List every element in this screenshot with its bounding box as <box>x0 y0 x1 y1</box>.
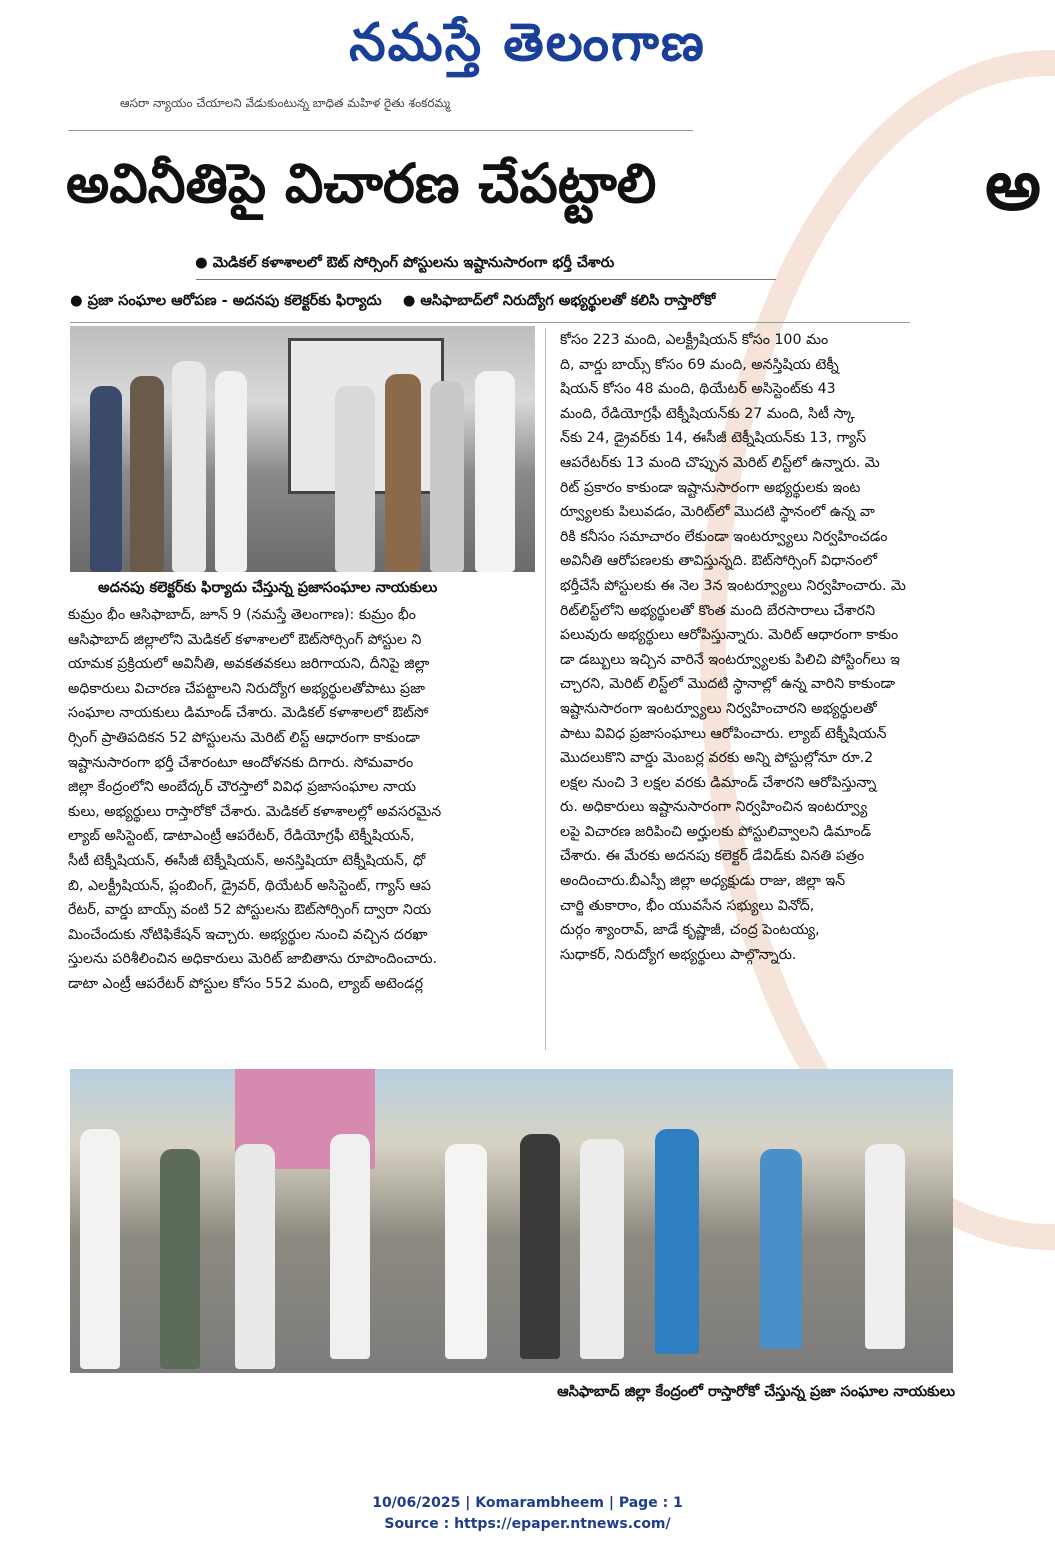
article-line: రేటర్, వార్డు బాయ్స్ వంటి 52 పోస్టులను ఔట్‌సోర్సింగ్ ద్వారా నియ <box>68 902 432 919</box>
subhead-2b: ● ఆసిఫాబాద్‌లో నిరుద్యోగ అభ్యర్థులతో కలిసి రాస్తారోకో <box>402 293 716 309</box>
photo-person <box>130 376 164 572</box>
article-line: కుమ్రం భీం ఆసిఫాబాద్, జూన్ 9 (నమస్తే తెలంగాణ): కుమ్రం భీం <box>68 607 416 623</box>
subhead-2-divider <box>70 322 910 323</box>
article-line: జిల్లా కేంద్రంలోని అంబేద్కర్ చౌరస్తాలో వివిధ ప్రజాసంఘాల నాయ <box>68 779 416 796</box>
article-line: ల్యాబ్ అసిస్టెంట్, డాటాఎంట్రీ ఆపరేటర్, రేడియోగ్రఫీ టెక్నీషియన్, <box>68 828 415 845</box>
next-headline-fragment: అ <box>985 144 1041 226</box>
article-line: చార్జి తుకారాం, భీం యువసేన సభ్యులు వినోద్, <box>560 897 815 914</box>
article-line: రిట్ ప్రకారం కాకుండా ఇష్టానుసారంగా అభ్యర్థులకు ఇంట <box>560 479 861 496</box>
footer-edition-line: 10/06/2025 | Komarambheem | Page : 1 <box>372 1495 683 1511</box>
column-divider <box>545 328 546 1050</box>
photo-person <box>172 361 206 572</box>
article-line: పాటు వివిధ ప్రజాసంఘాలు ఆరోపించారు. ల్యాబ్ టెక్నీషియన్ <box>560 725 887 742</box>
article-line: అధికారులు విచారణ చేపట్టాలని నిరుద్యోగ అభ్యర్థులతోపాటు ప్రజా <box>68 680 425 697</box>
article-line: మంది, రేడియోగ్రఫీ టెక్నీషియన్‌కు 27 మంది, సిటీ స్కా <box>560 405 855 422</box>
article-line: లపై విచారణ జరిపించి అర్హులకు పోస్టులివ్వాలని డిమాండ్ <box>560 823 872 840</box>
footer-source-line: Source : https://epaper.ntnews.com/ <box>384 1516 671 1532</box>
article-line: పలువురు అభ్యర్థులు ఆరోపిస్తున్నారు. మెరిట్ ఆధారంగా కాకుం <box>560 627 899 644</box>
article-line: చేశారు. ఈ మేరకు అదనపు కలెక్టర్ డేవిడ్‌కు వినతి పత్రం <box>560 848 865 865</box>
article-column-right <box>560 328 950 967</box>
article-line: దుర్గం శ్యాంరావ్, జాడే కృష్ణాజీ, చంద్ర పెంటయ్య, <box>560 922 820 939</box>
article-line: ఆసిఫాబాద్ జిల్లాలోని మెడికల్ కళాశాలలో ఔట్‌సోర్సింగ్ పోస్టుల ని <box>68 631 422 648</box>
article-line: రికి కనీసం సమాచారం లేకుండా ఇంటర్వ్యూలు నిర్వహించడం <box>560 528 888 545</box>
article-line: కులు, అభ్యర్థులు రాస్తారోకో చేశారు. మెడికల్ కళాశాలల్లో అవసరమైన <box>68 803 442 820</box>
photo-person <box>385 374 421 572</box>
photo-person <box>580 1139 624 1359</box>
article-line: షియన్ కోసం 48 మంది, థియేటర్ అసిస్టెంట్‌కు 43 <box>560 381 836 398</box>
article-line: సుధాకర్, నిరుద్యోగ అభ్యర్థులు పాల్గొన్నారు. <box>560 946 797 963</box>
article-line: అవినీతి ఆరోపణలకు తావిస్తున్నది. ఔట్‌సోర్సింగ్ విధానంలో <box>560 553 878 570</box>
top-divider <box>68 130 693 131</box>
photo-person <box>330 1134 370 1359</box>
article-line: మొదలుకొని వార్డు మెంబర్ల వరకు అన్ని పోస్టుల్లోనూ రూ.2 <box>560 750 874 767</box>
photo-person <box>90 386 122 572</box>
article-line: డాటా ఎంట్రీ ఆపరేటర్ పోస్టుల కోసం 552 మంది, ల్యాబ్ అటెండర్ల <box>68 975 424 992</box>
article-line: రు. అధికారులు ఇష్టానుసారంగా నిర్వహించిన ఇంటర్వ్యూ <box>560 799 868 816</box>
photo-person <box>80 1129 120 1369</box>
article-line: అందించారు.బీఎస్పీ జిల్లా అధ్యక్షుడు రాజు, జిల్లా ఇన్ <box>560 873 846 890</box>
photo-person <box>445 1144 487 1359</box>
photo-person <box>430 381 464 572</box>
masthead-logo: నమస్తే తెలంగాణ <box>349 12 706 73</box>
photo-person <box>160 1149 200 1369</box>
subhead-1: ● మెడికల్ కళాశాలలో ఔట్ సోర్సింగ్ పోస్టులను ఇష్టానుసారంగా భర్తీ చేశారు <box>195 255 615 271</box>
article-line: మించేందుకు నోటిఫికేషన్ ఇచ్చారు. అభ్యర్థుల నుంచి వచ్చిన దరఖా <box>68 926 428 943</box>
article-line: ర్వ్యూలకు పిలువడం, మెరిట్‌లో మొదటి స్థానంలో ఉన్న వా <box>560 504 875 521</box>
article-line: న్‌కు 24, డ్రైవర్‌కు 14, ఈసీజీ టెక్నీషియన్‌కు 13, గ్యాస్ <box>560 430 867 447</box>
article-line: ఆపరేటర్‌కు 13 మంది చొప్పున మెరిట్ లిస్ట్‌లో ఉన్నారు. మె <box>560 454 880 471</box>
photo-person <box>760 1149 802 1349</box>
article-line: బి, ఎలక్ట్రీషియన్, ప్లంబింగ్, డ్రైవర్, థియేటర్ అసిస్టెంట్, గ్యాస్ ఆప <box>68 877 431 894</box>
article-line: ది, వార్డు బాయ్స్ కోసం 69 మంది, అనస్తిషియ టెక్నీ <box>560 356 839 373</box>
article-line: యామక ప్రక్రియలో అవినీతి, అవకతవకలు జరిగాయని, దీనిపై జిల్లా <box>68 656 430 673</box>
article-line: సీటీ టెక్నీషియన్, ఈసీజీ టెక్నీషియన్, అనస్తిషియా టెక్నీషియన్, ధో <box>68 852 426 869</box>
photo-collector-complaint <box>70 326 535 572</box>
photo-person <box>235 1144 275 1369</box>
photo-person <box>865 1144 905 1349</box>
photo-person <box>475 371 515 572</box>
subhead-2a: ● ప్రజా సంఘాల ఆరోపణ - అదనపు కలెక్టర్‌కు ఫిర్యాదు <box>70 293 382 309</box>
article-line: ఇష్టానుసారంగా భర్తీ చేశారంటూ ఆందోళనకు దిగారు. సోమవారం <box>68 754 414 771</box>
photo-person <box>655 1129 699 1354</box>
article-line: భర్తీచేసే పోస్టులకు ఈ నెల 3న ఇంటర్వ్యూలు నిర్వహించారు. మె <box>560 577 906 594</box>
article-line: లక్షల నుంచి 3 లక్షల వరకు డిమాండ్ చేశారని ఆరోపిస్తున్నా <box>560 774 877 791</box>
previous-story-strip: ఆసరా న్యాయం చేయాలని వేడుకుంటున్న బాధిత మహిళ రైతు శంకరమ్మ <box>120 96 451 110</box>
photo-rasta-roko <box>70 1069 953 1373</box>
article-column-left <box>68 603 536 997</box>
article-line: ర్సింగ్ ప్రాతిపదికన 52 పోస్టులను మెరిట్ లిస్ట్ ఆధారంగా కాకుండా <box>68 729 420 746</box>
photo-person <box>335 386 375 572</box>
article-line: సంఘాల నాయకులు డిమాండ్ చేశారు. మెడికల్ కళాశాలలో ఔట్‌సో <box>68 705 429 722</box>
subhead-2 <box>70 290 910 312</box>
photo-caption-bottom: ఆసిఫాబాద్ జిల్లా కేంద్రంలో రాస్తారోకో చేస్తున్న ప్రజా సంఘాల నాయకులు <box>557 1384 955 1400</box>
article-line: చ్చారని, మెరిట్ లిస్ట్‌లో మొదటి స్థానాల్లో ఉన్న వారిని కాకుండా <box>560 676 896 693</box>
footer <box>0 1493 1055 1535</box>
subhead-divider <box>196 279 776 280</box>
photo-person <box>520 1134 560 1359</box>
photo-person <box>215 371 247 572</box>
article-line: స్తులను పరిశీలించిన అధికారులు మెరిట్ జాబితాను రూపొందించారు. <box>68 951 438 968</box>
headline: అవినీతిపై విచారణ చేపట్టాలి <box>66 152 657 215</box>
article-line: ఇష్టానుసారంగా ఇంటర్వ్యూలు నిర్వహించారని అభ్యర్థులతో <box>560 700 877 717</box>
article-line: కోసం 223 మంది, ఎలక్ట్రీషియన్ కోసం 100 మం <box>560 332 829 348</box>
article-line: రిట్‌లిస్ట్‌లోని అభ్యర్థులతో కొంత మంది బేరసారాలు చేశారని <box>560 602 876 619</box>
photo-caption-top: అదనపు కలెక్టర్‌కు ఫిర్యాదు చేస్తున్న ప్రజాసంఘాల నాయకులు <box>98 580 438 596</box>
article-line: డా డబ్బులు ఇచ్చిన వారినే ఇంటర్వ్యూలకు పిలిచి పోస్టింగ్‌లు ఇ <box>560 651 900 668</box>
